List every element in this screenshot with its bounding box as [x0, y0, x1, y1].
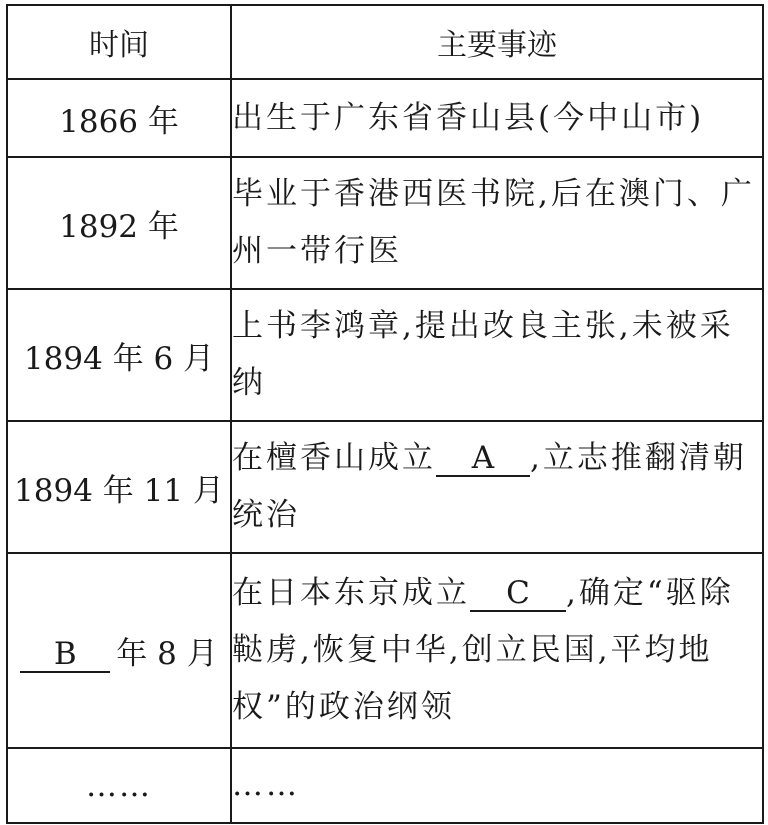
row-event: [231, 421, 763, 553]
row-time: 1892 年: [7, 157, 231, 289]
row-event: 出生于广东省香山县(今中山市): [231, 79, 763, 157]
header-events: 主要事迹: [231, 5, 763, 79]
row-time: ……: [7, 748, 231, 823]
row-event: 上书李鸿章,提出改良主张,未被采纳: [231, 289, 763, 421]
event-text-before: 在檀香山成立: [232, 440, 436, 476]
event-text-after: ,确定“驱除鞑虏,恢复中华,创立民国,平均地权”的政治纲领: [232, 575, 734, 725]
row-time: 1894 年 6 月: [7, 289, 231, 421]
fill-blank-c: C: [470, 576, 566, 612]
row-event: ……: [231, 748, 763, 823]
table-row: [7, 79, 763, 157]
table-row: [7, 748, 763, 823]
fill-blank-b: B: [20, 637, 110, 673]
header-row: [7, 5, 763, 79]
table-row: [7, 553, 763, 748]
row-event: 毕业于香港西医书院,后在澳门、广州一带行医: [231, 157, 763, 289]
table-row: [7, 421, 763, 553]
row-time: 1866 年: [7, 79, 231, 157]
table-row: [7, 157, 763, 289]
table-row: [7, 289, 763, 421]
timeline-table: [6, 4, 764, 824]
row-event: [231, 553, 763, 748]
row-time: 1894 年 11 月: [7, 421, 231, 553]
time-suffix: 年 8 月: [116, 636, 218, 672]
row-time: [7, 553, 231, 748]
event-text-before: 在日本东京成立: [232, 575, 470, 611]
header-time: 时间: [7, 5, 231, 79]
fill-blank-a: A: [436, 441, 530, 477]
event-text-after: ,立志推翻清朝统治: [232, 440, 747, 533]
